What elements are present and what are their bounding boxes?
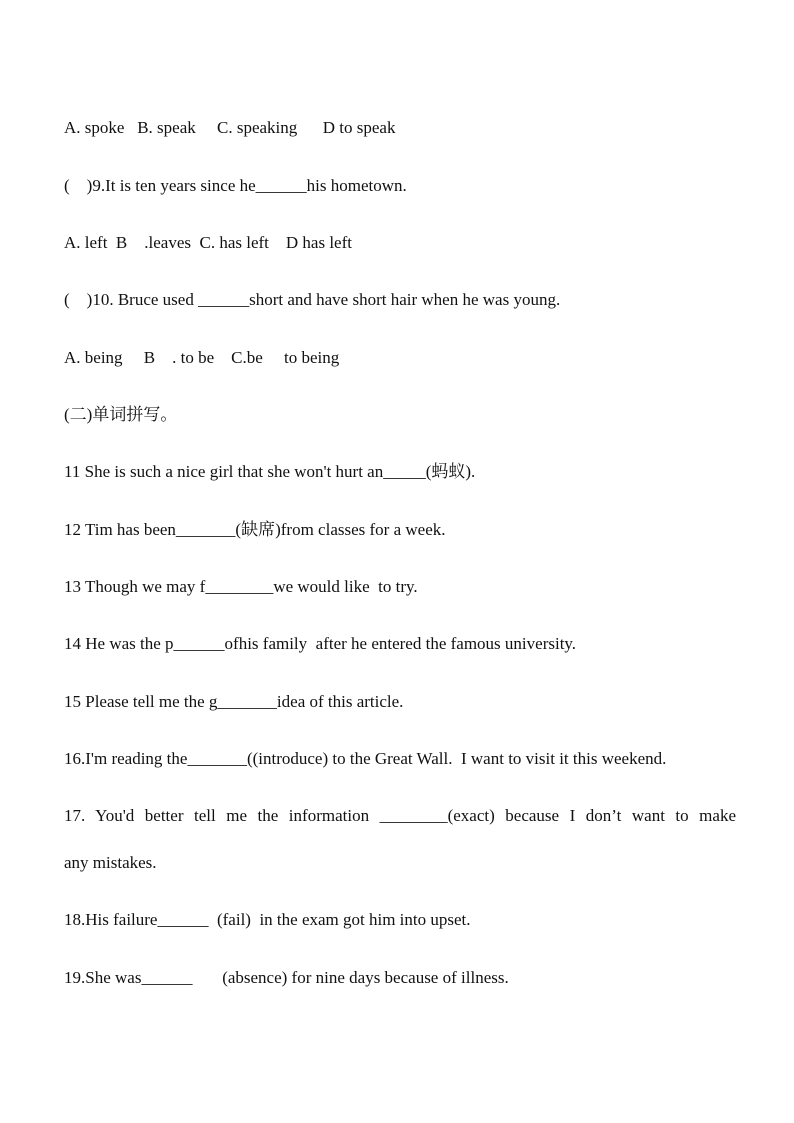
- section-heading-spelling: (二)单词拼写。: [64, 405, 178, 424]
- q8-options: A. spoke B. speak C. speaking D to speak: [64, 118, 396, 137]
- q15-question: 15 Please tell me the g_______idea of this article.: [64, 692, 404, 711]
- q16-question: 16.I'm reading the_______((introduce) to the Great Wall. I want to visit it this weekend.: [64, 749, 667, 768]
- q18-question: 18.His failure______ (fail) in the exam got him into upset.: [64, 910, 471, 929]
- q17-question-line1: 17. You'd better tell me the information ________(exact) because I don’t want to make: [64, 806, 736, 825]
- q10-options: A. being B . to be C.be to being: [64, 348, 340, 367]
- q9-question: ( )9.It is ten years since he______his hometown.: [64, 176, 407, 195]
- q12-question: 12 Tim has been_______(缺席)from classes for a week.: [64, 520, 446, 539]
- q11-question: 11 She is such a nice girl that she won't hurt an_____(蚂蚁).: [64, 462, 476, 481]
- q13-question: 13 Though we may f________we would like to try.: [64, 577, 418, 596]
- q14-question: 14 He was the p______ofhis family after he entered the famous university.: [64, 634, 577, 653]
- q17-question-line2: any mistakes.: [64, 853, 157, 872]
- q9-options: A. left B .leaves C. has left D has left: [64, 233, 352, 252]
- q10-question: ( )10. Bruce used ______short and have short hair when he was young.: [64, 290, 561, 309]
- q19-question: 19.She was______ (absence) for nine days because of illness.: [64, 968, 509, 987]
